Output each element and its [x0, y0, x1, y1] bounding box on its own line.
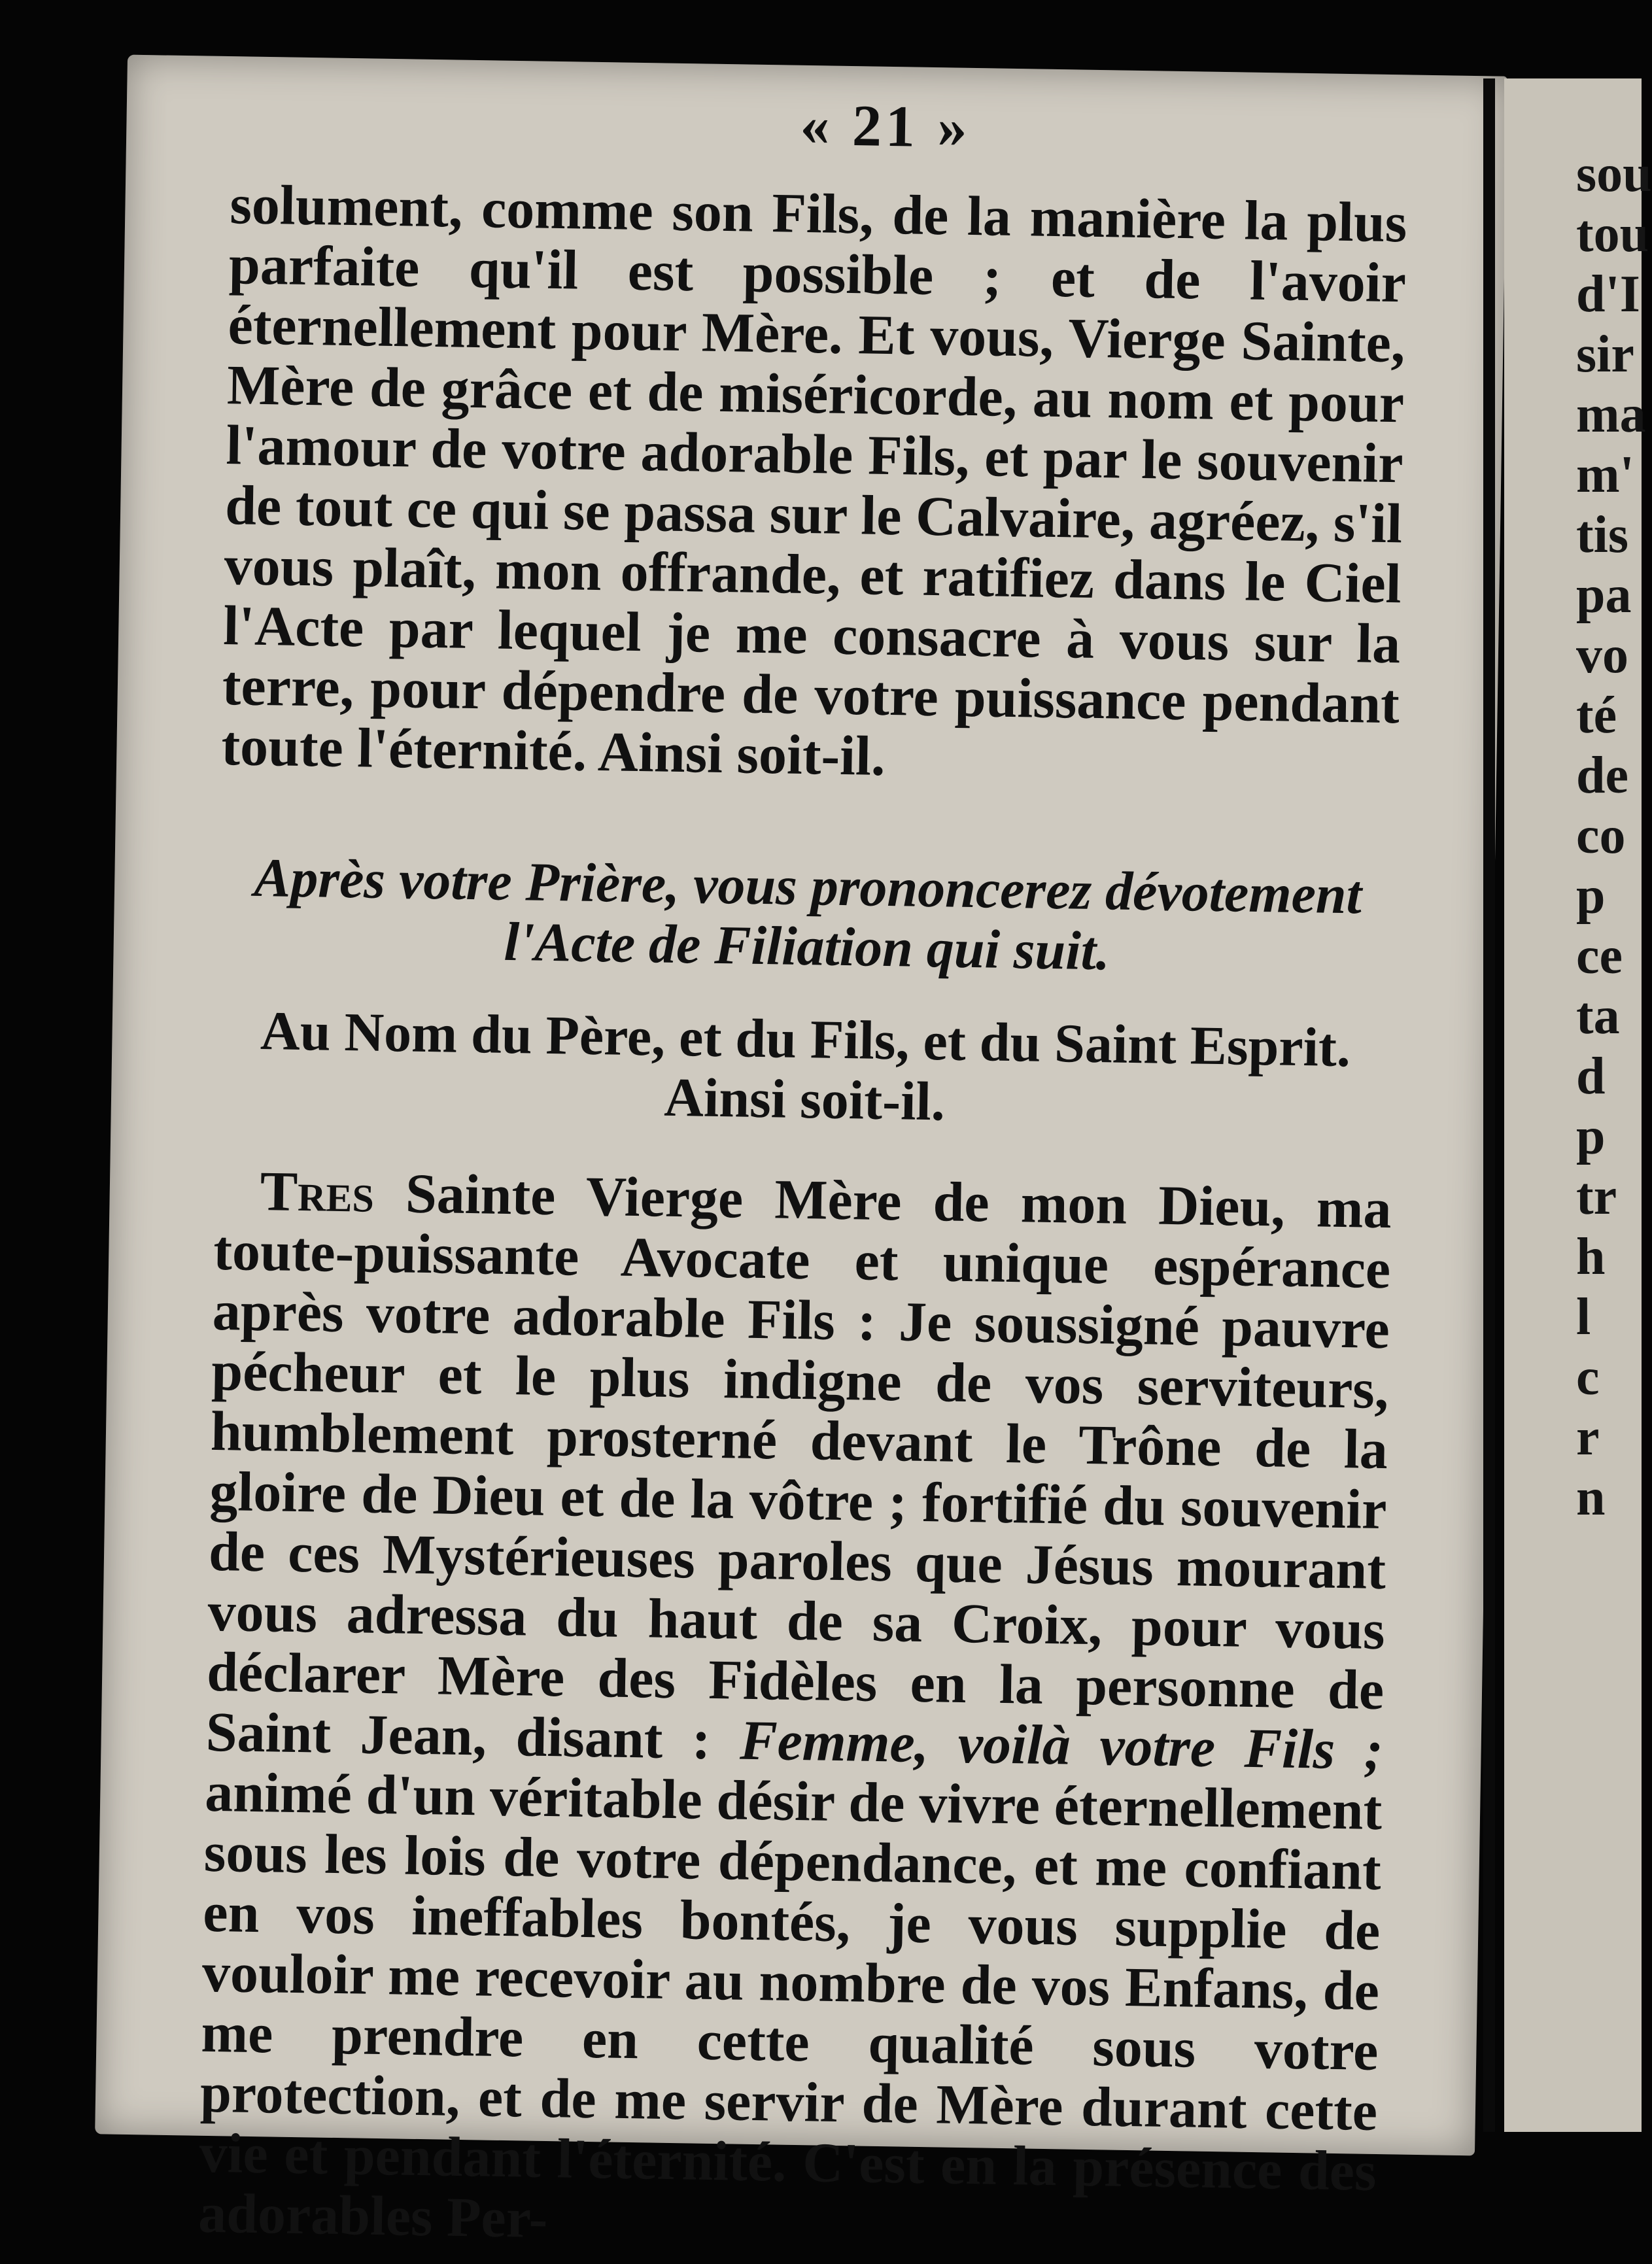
prayer-text-part2: animé d'un véritable désir de vivre éternellement sous les lois de votre dépendance, et me confiant en vos ineffables bontés, je vous supplie de vouloir me recevoir au nombre de vos Enfans, de me prendre en cette qualité sous votre protection, et de me servir de Mère durant cette vie et pendant l'éternité. C'est en la présence des adorables Per-	[198, 1760, 1383, 2250]
facing-page-line: co	[1576, 807, 1626, 865]
rubric-instruction: Après votre Prière, vous prononcerez dévotement l'Acte de Filiation qui suit.	[253, 847, 1362, 982]
facing-page-line: tr	[1576, 1168, 1617, 1226]
facing-page-line: n	[1576, 1469, 1606, 1526]
act-of-filiation-prayer	[198, 1160, 1392, 2261]
facing-page-line: l	[1576, 1288, 1591, 1346]
page-text	[198, 174, 1407, 2261]
facing-page-line: ta	[1576, 987, 1620, 1045]
facing-page-line: m'	[1576, 446, 1634, 504]
facing-page-line: r	[1576, 1409, 1600, 1466]
facing-page-line: ma	[1576, 386, 1646, 443]
facing-page-line: tis	[1576, 506, 1628, 564]
facing-page-line: té	[1576, 687, 1617, 744]
prayer-quote: Femme, voilà votre Fils ;	[739, 1708, 1384, 1782]
page-gutter	[1483, 78, 1495, 2132]
facing-page-line: h	[1576, 1228, 1606, 1286]
facing-page-line: p	[1576, 867, 1606, 925]
facing-page-line: pa	[1576, 566, 1632, 624]
prayer-lead-word: Tres	[260, 1159, 375, 1224]
facing-page-fragments	[1576, 144, 1652, 1528]
facing-page-line: tou	[1576, 205, 1649, 263]
facing-page-line: d'I	[1576, 266, 1640, 323]
facing-page-line: vo	[1576, 626, 1628, 684]
page-number: « 21 »	[799, 92, 972, 160]
facing-page-line: ce	[1576, 927, 1623, 985]
facing-page-line: de	[1576, 747, 1628, 804]
trinitarian-invocation: Au Nom du Père, et du Fils, et du Saint Esprit. Ainsi soit-il.	[260, 1001, 1351, 1133]
facing-page-line: sou	[1576, 145, 1652, 203]
facing-page-line: p	[1576, 1108, 1606, 1165]
paragraph-continuation: solument, comme son Fils, de la manière la plus parfaite qu'il est possible ; et de l'avoir éternellement pour Mère. Et vous, Vierge Sainte, Mère de grâce et de miséricorde, au nom et pour l'amour de votre adorable Fils, et par le souvenir de tout ce qui se passa sur le Calvaire, agréez, s'il vous plaît, mon offrande, et ratifiez dans le Ciel l'Acte par lequel je me consacre à vous sur la terre, pour dépendre de votre puissance pendant toute l'éternité. Ainsi soit-il.	[220, 173, 1408, 787]
prayer-text-part1: Sainte Vierge Mère de mon Dieu, ma toute-puissante Avocate et unique espérance après votre adorable Fils : Je soussigné pauvre pécheur et le plus indigne de vos serviteurs, humblement prosterné devant le Trône de la gloire de Dieu et de la vôtre ; fortifié du souvenir de ces Mystérieuses paroles que Jésus mourant vous adressa du haut de sa Croix, pour vous déclarer Mère des Fidèles en la personne de Saint Jean, disant :	[205, 1161, 1392, 1772]
book-page	[95, 55, 1507, 2250]
facing-page-line: c	[1576, 1348, 1600, 1406]
facing-page-line: sir	[1576, 326, 1634, 383]
facing-page-line: d	[1576, 1048, 1606, 1105]
